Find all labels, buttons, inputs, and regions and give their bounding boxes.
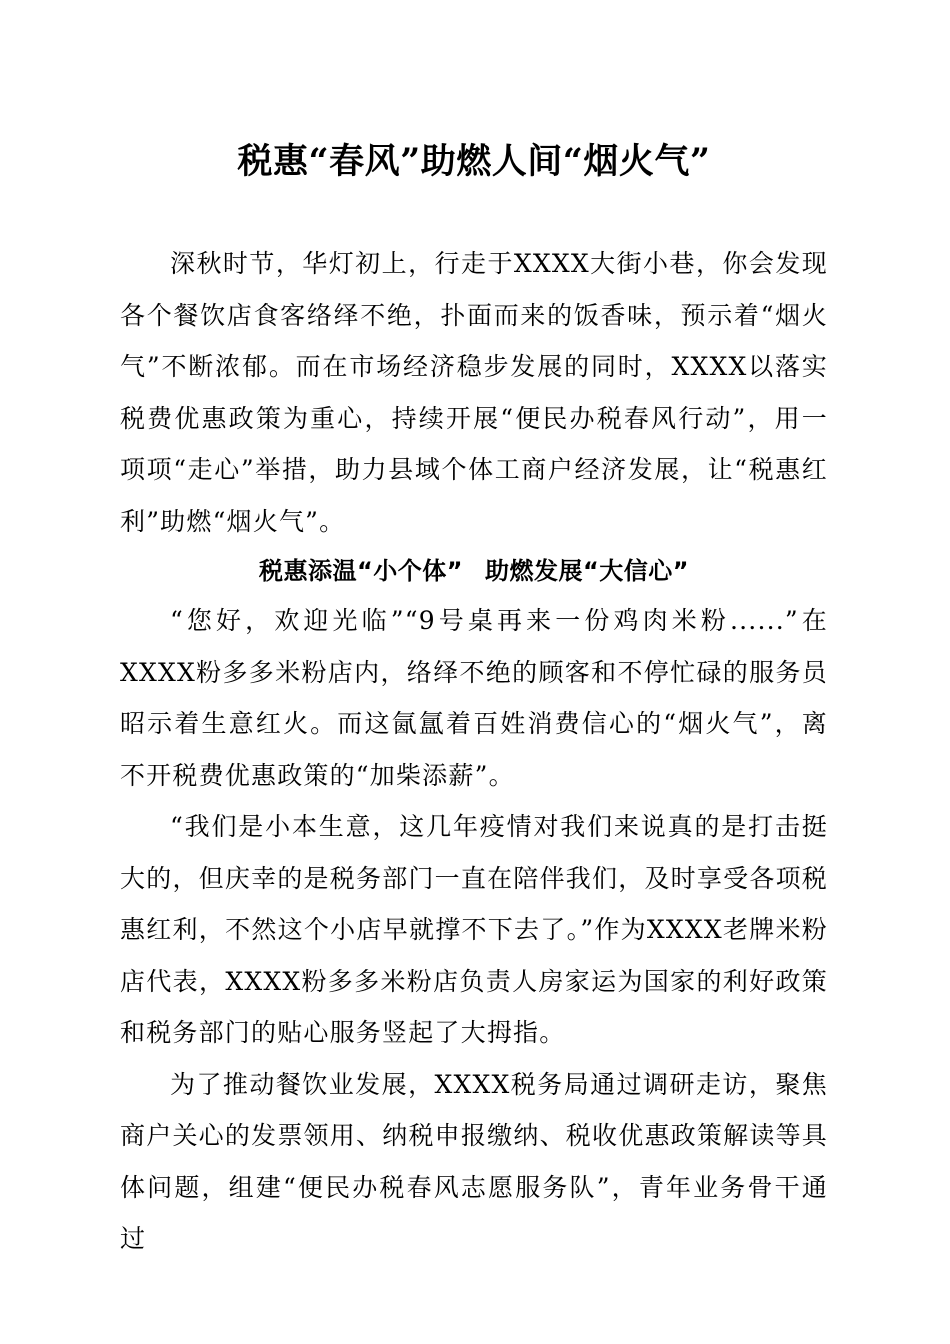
body-paragraph: “您好，欢迎光临”“9号桌再来一份鸡肉米粉......”在XXXX粉多多米粉店内，络绎不绝的顾客和不停忙碌的服务员昭示着生意红火。而这氤氲着百姓消费信心的“烟火气”，离不开税费优惠政策的“加柴添薪”。 bbox=[120, 606, 828, 790]
document-body bbox=[120, 238, 828, 1265]
body-paragraph: 为了推动餐饮业发展，XXXX税务局通过调研走访，聚焦商户关心的发票领用、纳税申报缴纳、税收优惠政策解读等具体问题，组建“便民办税春风志愿服务队”，青年业务骨干通过 bbox=[120, 1069, 828, 1253]
section-heading bbox=[120, 547, 828, 595]
section-heading-part2: 助燃发展“大信心” bbox=[485, 557, 690, 585]
body-paragraph: “我们是小本生意，这几年疫情对我们来说真的是打击挺大的，但庆幸的是税务部门一直在陪伴我们，及时享受各项税惠红利，不然这个小店早就撑不下去了。”作为XXXX老牌米粉店代表，XXXX粉多多米粉店负责人房家运为国家的利好政策和税务部门的贴心服务竖起了大拇指。 bbox=[120, 812, 828, 1047]
document-page bbox=[120, 0, 828, 1344]
document-title: 税惠“春风”助燃人间“烟火气” bbox=[237, 141, 711, 182]
intro-paragraph: 深秋时节，华灯初上，行走于XXXX大街小巷，你会发现各个餐饮店食客络绎不绝，扑面而来的饭香味，预示着“烟火气”不断浓郁。而在市场经济稳步发展的同时，XXXX以落实税费优惠政策为重心，持续开展“便民办税春风行动”，用一项项“走心”举措，助力县域个体工商户经济发展，让“税惠红利”助燃“烟火气”。 bbox=[120, 249, 828, 536]
section-heading-part1: 税惠添温“小个体” bbox=[258, 557, 463, 585]
